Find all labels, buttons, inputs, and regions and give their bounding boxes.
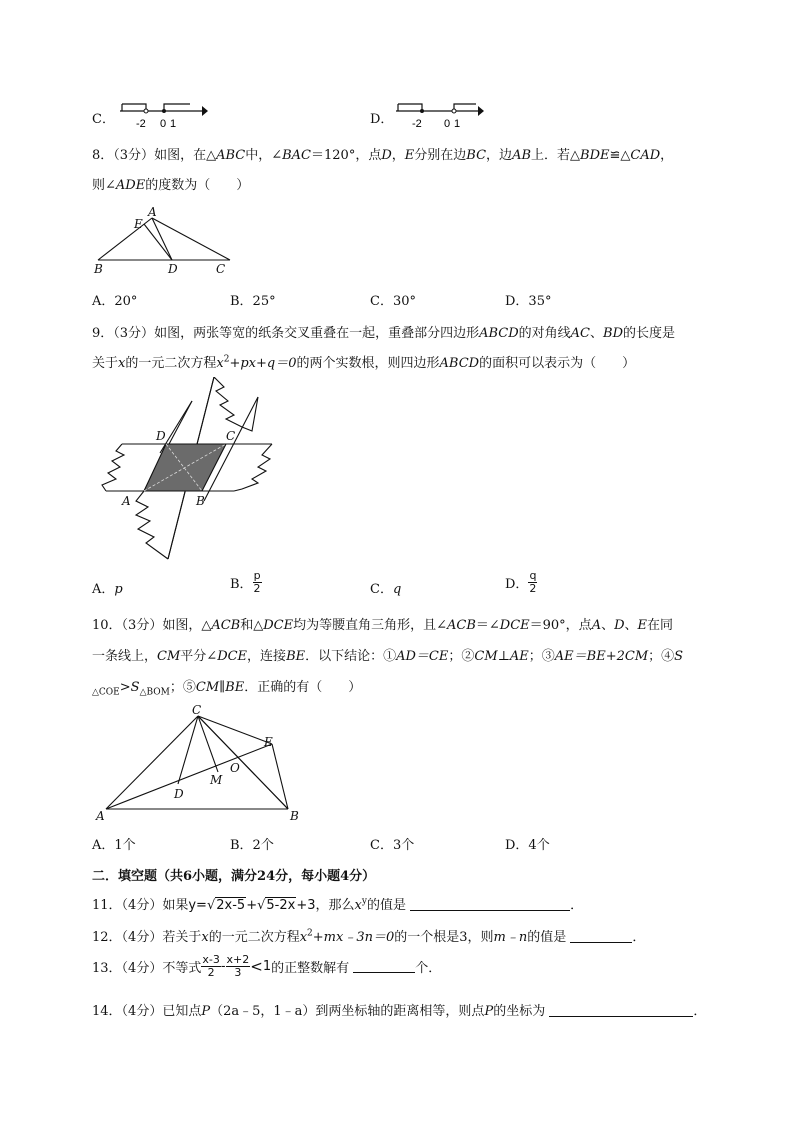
q10-text: ；⑤	[169, 680, 196, 695]
q10-var: S	[130, 680, 140, 695]
q9-text: 的长度是	[623, 326, 676, 341]
q10-number: 10．	[92, 618, 122, 633]
q9-option-d-fraction	[528, 570, 537, 595]
q9-label-c: C	[226, 429, 236, 443]
q13-fraction-2-den: 3	[234, 966, 242, 979]
q10-var: CM⊥AE	[474, 649, 529, 664]
q9-option-b	[230, 570, 262, 595]
q7c-tick-neg2: -2	[136, 118, 146, 130]
q8-var: AB	[512, 148, 532, 163]
q10-option-d: D．4个	[505, 838, 550, 853]
q9-option-c-label: C．	[370, 582, 393, 597]
q11-radicand-2: 5-2x	[266, 898, 296, 913]
q8-option-b: B．25°	[230, 294, 276, 309]
q9-text: 关于	[92, 356, 119, 371]
q10-text: ；②	[448, 649, 475, 664]
q10-var: CM∥BE	[195, 680, 245, 695]
q9-label-d: D	[156, 429, 166, 443]
q8-text: 的度数为（ ）	[145, 178, 250, 193]
q14-text: 到两坐标轴的距离相等，则点	[315, 1004, 485, 1019]
q8-option-a: A．20°	[92, 294, 138, 309]
q10-var: E	[637, 618, 648, 633]
q10-label-m: M	[210, 773, 223, 787]
q13-text: 1	[262, 959, 272, 974]
q14-line	[92, 1000, 706, 1019]
q14-text: ．	[693, 1004, 707, 1019]
q13-text: 不等式	[162, 961, 202, 976]
q10-text: ．以下结论：①	[305, 649, 397, 664]
q14-answer-blank[interactable]	[549, 1004, 693, 1017]
q11-text: +3	[296, 898, 316, 913]
q9-sup: 2	[223, 354, 230, 365]
q9-label-b: B	[196, 494, 205, 508]
q7-option-d	[370, 108, 393, 127]
q10-text: ，连接	[247, 649, 287, 664]
q8-label-b: B	[94, 262, 103, 275]
q10-var: DCE	[217, 649, 248, 664]
q7d-tick-0: 0	[444, 118, 451, 130]
q12-text: 的值是	[527, 930, 567, 945]
q10-label-b: B	[290, 809, 299, 823]
q14-text: 的坐标为	[493, 1004, 546, 1019]
q10-text: ＝∠	[475, 618, 500, 633]
q13-text: <	[250, 957, 263, 976]
q9-option-a-value: p	[114, 582, 123, 597]
q9-line2	[92, 352, 635, 371]
q11-answer-blank[interactable]	[410, 898, 570, 911]
q14-var: P	[484, 1004, 494, 1019]
q8-text: 则∠	[92, 178, 116, 193]
q10-text: 和△	[240, 618, 264, 633]
q10-text: ．正确的有（ ）	[244, 680, 362, 695]
q9-text: 如图，两张等宽的纸条交叉重叠在一起，重叠部分四边形	[154, 326, 480, 341]
q10-label-c: C	[192, 703, 202, 717]
q8-text: ，边	[486, 148, 513, 163]
q11-text: ．	[570, 898, 584, 913]
q14-number: 14．	[92, 1004, 122, 1019]
q12-text: 若关于	[162, 930, 202, 945]
q9-option-b-fraction	[253, 570, 262, 595]
q8-label-a: A	[148, 205, 157, 219]
q9-var: x	[118, 356, 126, 371]
q8-var: E	[404, 148, 415, 163]
q11-line	[92, 894, 583, 913]
q11-text: ，那么	[315, 898, 355, 913]
q10-text: >	[119, 680, 131, 695]
q12-line	[92, 926, 645, 945]
q9-var: BD	[603, 326, 623, 341]
q9-text: 的一元二次方程	[125, 356, 217, 371]
q13-fraction-2	[226, 954, 251, 979]
q9-var: ABCD	[439, 356, 480, 371]
q8-var: ADE	[115, 178, 146, 193]
q10-label-e: E	[264, 735, 273, 749]
q8-var: BC	[466, 148, 487, 163]
q11-text: +	[246, 898, 258, 913]
q8-label-c: C	[216, 262, 226, 275]
q10-figure	[92, 702, 312, 824]
q10-sub: △BOM	[139, 687, 170, 698]
q8-figure	[90, 203, 240, 275]
q8-text: 如图，在△	[154, 148, 217, 163]
q10-var: A	[591, 618, 602, 633]
q8-label-d: D	[168, 262, 178, 275]
q10-text: ；④	[648, 649, 675, 664]
q8-line2	[92, 174, 249, 193]
q13-number: 13．	[92, 961, 122, 976]
q10-text: 、	[601, 618, 615, 633]
q11-text: 的值是	[366, 898, 406, 913]
q14-var: P	[201, 1004, 211, 1019]
q10-var: ACB	[211, 618, 241, 633]
q8-text: ≌△	[609, 148, 631, 163]
q8-score: （3分）	[113, 148, 155, 163]
q13-fraction-1	[201, 954, 220, 979]
q11-radicand-1: 2x-5	[216, 898, 246, 913]
q7c-tick-0: 0	[160, 118, 167, 130]
q8-text: ，	[391, 148, 405, 163]
q11-sqrt-2: √5-2x	[257, 898, 296, 913]
q14-text: （2a﹣5，1﹣a）	[210, 1004, 316, 1019]
q8-var: BAC	[282, 148, 311, 163]
q9-option-b-label: B．	[230, 577, 253, 592]
q8-text: ，	[660, 148, 674, 163]
section-2-heading: 二．填空题（共6小题，满分24分，每小题4分）	[92, 869, 376, 884]
q12-score: （4分）	[121, 930, 163, 945]
q10-var: DCE	[263, 618, 294, 633]
q9-line1	[92, 322, 675, 341]
q10-var: ACB	[446, 618, 476, 633]
q10-line1	[92, 614, 673, 633]
q7c-tick-1: 1	[170, 118, 177, 130]
q12-text: 的一元二次方程	[208, 930, 300, 945]
q14-text: 已知点	[162, 1004, 202, 1019]
q10-score: （3分）	[121, 618, 163, 633]
q8-number: 8．	[92, 148, 114, 163]
q13-line	[92, 954, 441, 979]
q13-fraction-2-num: x+2	[226, 953, 250, 966]
q13-text: 个．	[415, 961, 442, 976]
q12-answer-blank[interactable]	[570, 930, 632, 943]
q7-option-c	[92, 108, 115, 127]
q10-option-a: A．1个	[92, 838, 136, 853]
q8-text: ＝120°，点	[311, 148, 382, 163]
q13-text: 的正整数解有	[271, 961, 350, 976]
q10-text: 、	[624, 618, 638, 633]
q10-text: 一条线上，	[92, 649, 158, 664]
q9-var: ABCD	[479, 326, 519, 341]
q10-text: 在同	[647, 618, 674, 633]
q10-line3	[92, 676, 361, 698]
q10-label-a: A	[96, 809, 105, 823]
q10-option-c: C．3个	[370, 838, 415, 853]
q14-score: （4分）	[121, 1004, 163, 1019]
q10-option-b: B．2个	[230, 838, 274, 853]
q9-var: +px+q＝0	[229, 356, 297, 371]
q9-option-c	[370, 578, 401, 597]
q10-var: AE＝BE+2CM	[554, 649, 649, 664]
q11-text: =	[196, 898, 207, 913]
q9-var: x	[216, 356, 224, 371]
q8-label-e: E	[134, 217, 143, 231]
q8-var: D	[381, 148, 392, 163]
q8-var: ABC	[216, 148, 246, 163]
q10-var: S	[674, 649, 684, 664]
q8-line1	[92, 144, 673, 163]
q10-label-d: D	[174, 787, 184, 801]
q9-option-d-num: q	[529, 569, 537, 582]
q10-sub: △COE	[92, 687, 120, 698]
q11-score: （4分）	[121, 898, 163, 913]
q8-text: 分别在边	[414, 148, 467, 163]
q11-sqrt-1: √2x-5	[206, 898, 246, 913]
q7-option-d-number-line	[394, 100, 486, 130]
q10-text: 如图，△	[162, 618, 212, 633]
q9-option-a	[92, 578, 123, 597]
q9-option-d-den: 2	[529, 582, 537, 595]
q13-text: -	[220, 959, 226, 974]
q9-figure	[92, 377, 277, 562]
q10-text: ；③	[528, 649, 555, 664]
q9-text: 的两个实数根，则四边形	[296, 356, 440, 371]
q10-var: AD＝CE	[396, 649, 449, 664]
q10-text: 平分∠	[180, 649, 218, 664]
q9-text: 、	[590, 326, 604, 341]
q12-var: +mx﹣3n＝0	[312, 930, 395, 945]
q8-var: BDE	[580, 148, 610, 163]
q11-text: 如果	[162, 898, 189, 913]
q7-option-c-label: C．	[92, 112, 115, 127]
q7d-tick-neg2: -2	[412, 118, 422, 130]
q9-option-a-label: A．	[92, 582, 115, 597]
q10-var: BE	[286, 649, 306, 664]
q7-option-d-label: D．	[370, 112, 394, 127]
q12-var: x	[299, 930, 308, 945]
q13-fraction-1-den: 2	[207, 966, 215, 979]
q10-text: 均为等腰直角三角形，且∠	[293, 618, 447, 633]
q9-option-b-num: p	[253, 569, 261, 582]
q9-option-d	[505, 570, 537, 595]
q8-var: CAD	[630, 148, 661, 163]
q12-text: ．	[632, 930, 646, 945]
q9-option-d-label: D．	[505, 577, 529, 592]
q9-option-b-den: 2	[253, 582, 261, 595]
q12-text: 的一个根是3，则	[394, 930, 494, 945]
q7-option-c-number-line	[118, 100, 208, 130]
q11-number: 11．	[92, 898, 122, 913]
q9-text: 的对角线	[518, 326, 571, 341]
q10-label-o: O	[230, 761, 240, 775]
q11-var: y	[188, 898, 197, 913]
q10-line2	[92, 645, 683, 664]
q9-label-a: A	[122, 494, 131, 508]
q9-score: （3分）	[113, 326, 155, 341]
q13-score: （4分）	[121, 961, 163, 976]
q10-var: CM	[157, 649, 181, 664]
q9-text: 的面积可以表示为（ ）	[479, 356, 636, 371]
q12-number: 12．	[92, 930, 122, 945]
q8-text: 上．若△	[531, 148, 581, 163]
q10-text: ＝90°，点	[529, 618, 592, 633]
q11-sup: y	[361, 896, 367, 907]
q13-fraction-1-num: x-3	[202, 953, 220, 966]
q12-sup: 2	[307, 928, 313, 939]
q11-var: x	[354, 898, 362, 913]
q12-var: x	[201, 930, 209, 945]
q9-var: AC	[570, 326, 590, 341]
q8-option-d: D．35°	[505, 294, 552, 309]
q7d-tick-1: 1	[454, 118, 461, 130]
q13-answer-blank[interactable]	[353, 960, 415, 973]
q10-var: DCE	[499, 618, 530, 633]
q10-var: D	[614, 618, 625, 633]
q9-number: 9．	[92, 326, 114, 341]
q12-var: m﹣n	[493, 930, 528, 945]
q9-option-c-value: q	[392, 582, 402, 597]
q8-text: 中，∠	[245, 148, 283, 163]
q8-option-c: C．30°	[370, 294, 416, 309]
